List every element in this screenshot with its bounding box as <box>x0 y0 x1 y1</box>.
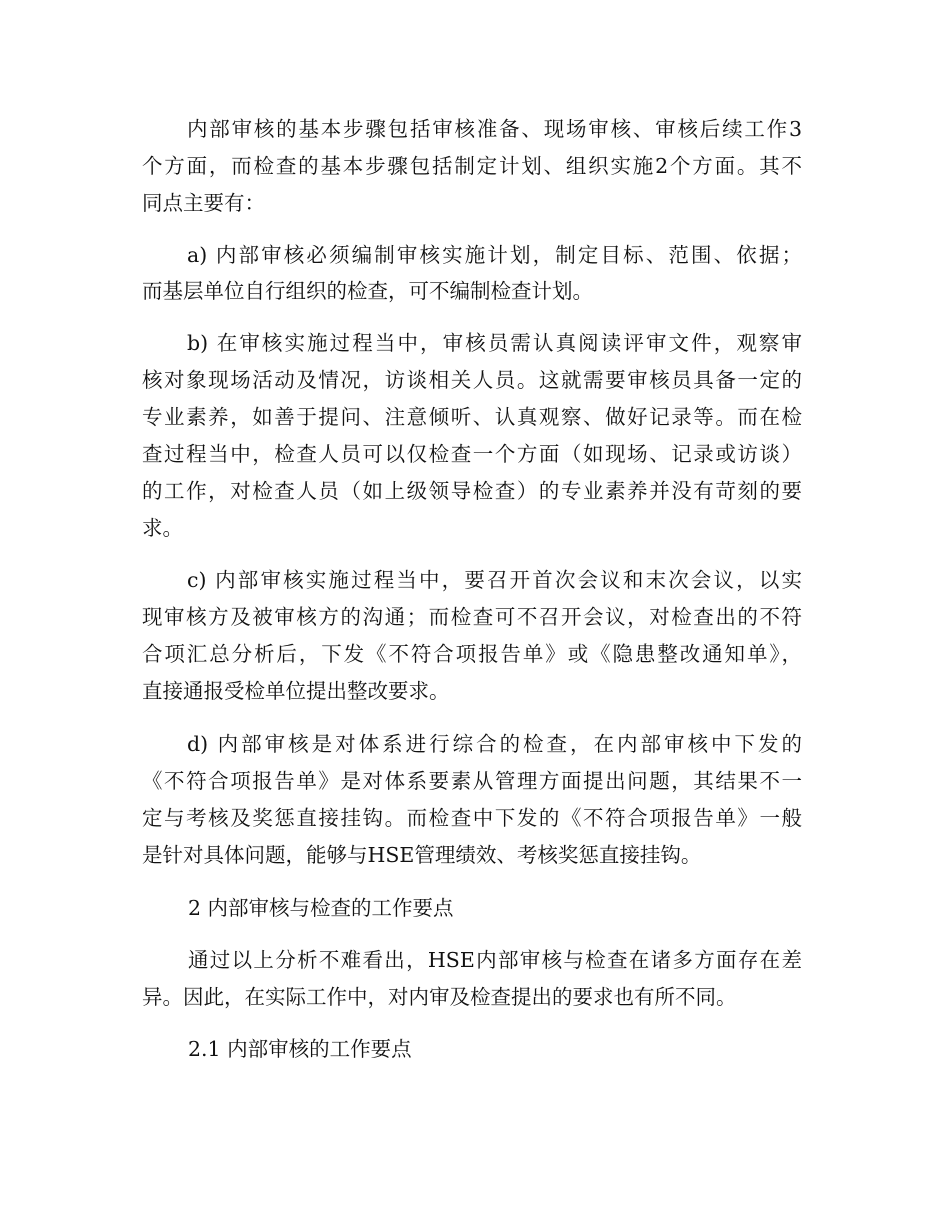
heading-text: 2 内部审核与检查的工作要点 <box>188 896 454 920</box>
heading-text: 2.1 内部审核的工作要点 <box>188 1037 412 1061</box>
text-line: d) 内部审核是对体系进行综合的检查，在内部审核中下发的 <box>187 732 802 756</box>
text-line: 《不符合项报告单》是对体系要素从管理方面提出问题，其结果不一 <box>142 769 802 793</box>
text-line: 而基层单位自行组织的检查，可不编制检查计划。 <box>142 279 593 303</box>
text-line: 求。 <box>142 516 183 540</box>
text-line: 个方面，而检查的基本步骤包括制定计划、组织实施2个方面。其不 <box>142 154 802 178</box>
text-line: 查过程当中，检查人员可以仅检查一个方面（如现场、记录或访谈） <box>142 442 802 466</box>
text-line: 定与考核及奖惩直接挂钩。而检查中下发的《不符合项报告单》一般 <box>142 806 802 830</box>
text-line: a) 内部审核必须编制审核实施计划，制定目标、范围、依据； <box>187 243 802 267</box>
text-line: 现审核方及被审核方的沟通；而检查可不召开会议，对检查出的不符 <box>142 605 802 629</box>
text-line: 同点主要有： <box>142 191 265 215</box>
text-line: 异。因此，在实际工作中，对内审及检查提出的要求也有所不同。 <box>142 985 737 1009</box>
text-line: 核对象现场活动及情况，访谈相关人员。这就需要审核员具备一定的 <box>142 368 802 392</box>
text-line: c) 内部审核实施过程当中，要召开首次会议和末次会议，以实 <box>187 568 802 592</box>
text-line: 合项汇总分析后，下发《不符合项报告单》或《隐患整改通知单》， <box>142 642 802 666</box>
text-line: 的工作，对检查人员（如上级领导检查）的专业素养并没有苛刻的要 <box>142 479 802 503</box>
text-line: 直接通报受检单位提出整改要求。 <box>142 679 450 703</box>
text-line: 内部审核的基本步骤包括审核准备、现场审核、审核后续工作3 <box>187 117 802 141</box>
text-line: 是针对具体问题，能够与HSE管理绩效、考核奖惩直接挂钩。 <box>142 843 702 867</box>
text-line: 专业素养，如善于提问、注意倾听、认真观察、做好记录等。而在检 <box>142 405 802 429</box>
text-line: 通过以上分析不难看出，HSE内部审核与检查在诸多方面存在差 <box>188 948 802 972</box>
text-line: b) 在审核实施过程当中，审核员需认真阅读评审文件，观察审 <box>187 331 802 355</box>
